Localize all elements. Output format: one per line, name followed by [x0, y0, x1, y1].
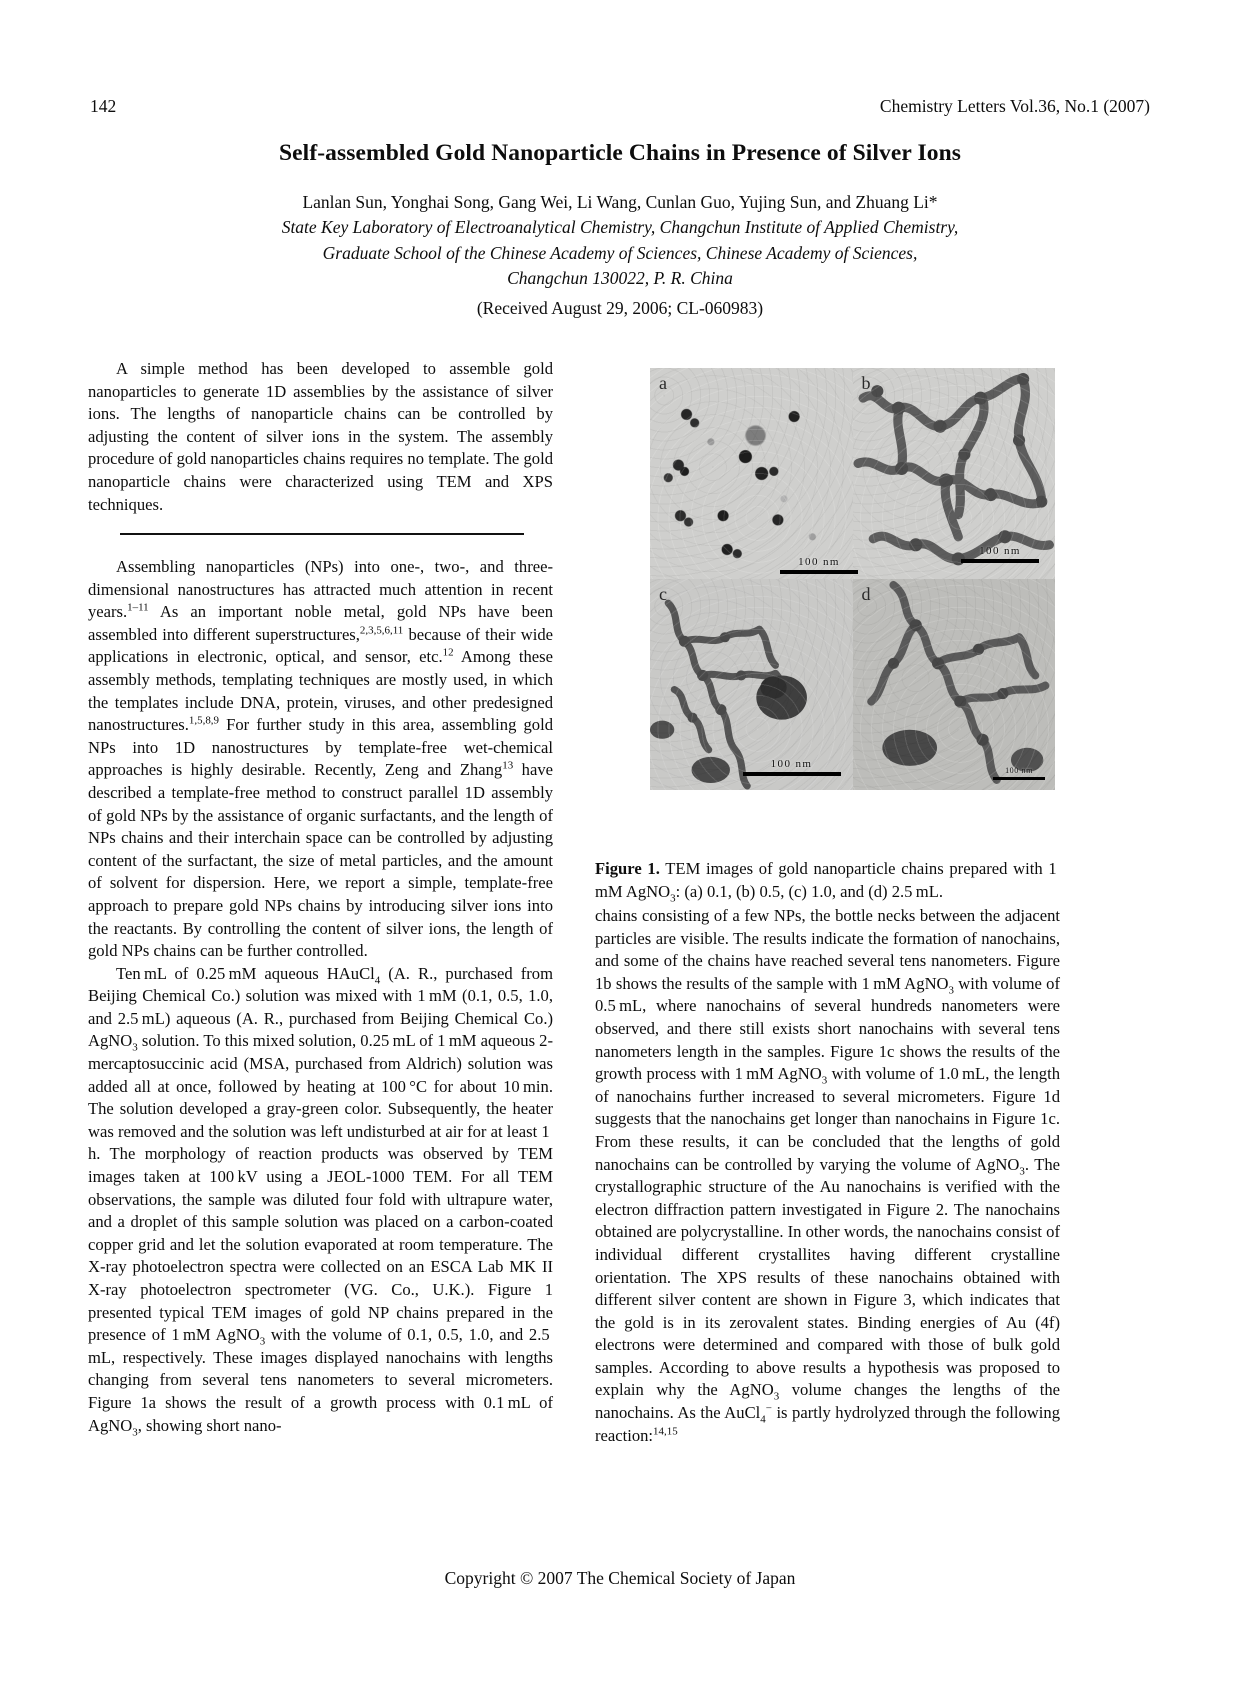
figure-panel-grid: [650, 368, 1055, 790]
scale-bar-a: [780, 556, 858, 574]
figure-panel-a: [650, 368, 853, 579]
panel-d-chains: [853, 579, 1056, 790]
scale-bar-d-line: [993, 777, 1045, 780]
running-head: [90, 96, 1150, 120]
panel-c-label: c: [659, 584, 667, 604]
panel-b-label: b: [861, 373, 871, 393]
figure-caption-label: Figure 1.: [595, 859, 660, 878]
paragraph-experimental: Ten mL of 0.25 mM aqueous HAuCl$_4$ (A. R., purchased from Beijing Chemical Co.) solution was mixed with 1 mM (0.1, 0.5, 1.0, and 2.5 mL) aqueous (A. R., purchased from Beijing Chemical Co.) AgNO$_3$ solution. To this mixed solution, 0.25 mL of 1 mM aqueous 2-mercaptosuccinic acid (MSA, purchased from Aldrich) solution was added all at once, followed by heating at 100 °C for about 10 min. The solution developed a gray-green color. Subsequently, the heater was removed and the solution was left undisturbed at air for at least 1 h. The morphology of reaction products was observed by TEM images taken at 100 kV using a JEOL-1000 TEM. For all TEM observations, the sample was diluted four fold with ultrapure water, and a droplet of this sample solution was placed on a carbon-coated copper grid and let the solution evaporated at room temperature. The X-ray photoelectron spectra were collected on an ESCA Lab MK II X-ray photoelectron spectrometer (VG. Co., U.K.). Figure 1 presented typical TEM images of gold NP chains prepared in the presence of 1 mM AgNO$_3$ with the volume of 0.1, 0.5, 1.0, and 2.5 mL, respectively. These images displayed nanochains with lengths changing from several tens nanometers to several micrometers. Figure 1a shows the result of a growth process with 0.1 mL of AgNO$_3$, showing short nano-: [88, 963, 553, 1438]
scale-bar-a-line: [780, 570, 858, 574]
body-column-right: [595, 905, 1060, 1447]
author-list: Lanlan Sun, Yonghai Song, Gang Wei, Li Wang, Cunlan Guo, Yujing Sun, and Zhuang Li*: [302, 192, 938, 212]
scale-bar-d: [993, 766, 1045, 780]
panel-d-label: d: [861, 584, 871, 604]
figure-caption-text: TEM images of gold nanoparticle chains prepared with 1 mM AgNO$_3$: (a) 0.1, (b) 0.5, (c) 1.0, and (d) 2.5 mL.: [595, 859, 1060, 904]
panel-a-label: a: [659, 373, 667, 393]
page-number: 142: [90, 96, 117, 116]
abstract: [88, 358, 553, 516]
scale-bar-c: [743, 758, 841, 776]
affiliation-block: [120, 215, 1120, 292]
scale-bar-b-line: [961, 559, 1039, 563]
paragraph-intro: Assembling nanoparticles (NPs) into one-, two-, and three-dimensional nanostructures has attracted much attention in recent years.$^{1-11}$ As an important noble metal, gold NPs have been assembled into different superstructures,$^{2,3,5,6,11}$ because of their wide applications in electronic, optical, and sensor, etc.$^{12}$ Among these assembly methods, templating techniques are mostly used, in which the templates include DNA, protein, viruses, and other predesigned nanostructures.$^{1,5,8,9}$ For further study in this area, assembling gold NPs into 1D nanostructures by template-free wet-chemical approaches is highly desirable. Recently, Zeng and Zhang$^{13}$ have described a template-free method to construct parallel 1D assembly of gold NPs by the assistance of organic surfactants, and the length of NPs chains and their interchain space can be controlled by adjusting content of the surfactant, the size of metal particles, and the amount of solvent for dispersion. Here, we report a simple, template-free approach to prepare gold NPs chains by introducing silver ions into the reactants. By controlling the content of silver ions, the length of gold NPs chains can be further controlled.: [88, 557, 554, 961]
affiliation-line-2: Graduate School of the Chinese Academy of Sciences, Chinese Academy of Sciences,: [322, 242, 918, 263]
body-column-left: [88, 556, 553, 1437]
figure-panel-b: [853, 368, 1056, 579]
affiliation-line-1: State Key Laboratory of Electroanalytical Chemistry, Changchun Institute of Applied Chemistry,: [281, 217, 959, 237]
scale-bar-b: [961, 545, 1039, 563]
figure-1-caption: [595, 858, 1060, 903]
scale-bar-c-text: 100 nm: [770, 758, 813, 770]
figure-panel-d: [853, 579, 1056, 790]
scale-bar-d-text: 100 nm: [1005, 766, 1033, 775]
journal-reference: Chemistry Letters Vol.36, No.1 (2007): [879, 96, 1150, 116]
scale-bar-c-line: [743, 772, 841, 776]
scale-bar-b-text: 100 nm: [979, 545, 1021, 557]
scale-bar-a-text: 100 nm: [798, 556, 840, 568]
affiliation-line-3: Changchun 130022, P. R. China: [507, 268, 733, 288]
abstract-divider-rule: [120, 533, 524, 535]
copyright-footer: Copyright © 2007 The Chemical Society of Japan: [444, 1568, 796, 1588]
abstract-text: A simple method has been developed to assemble gold nanoparticles to generate 1D assemblies by the assistance of silver ions. The lengths of nanoparticle chains can be controlled by adjusting the content of silver ions in the system. The assembly procedure of gold nanoparticles chains requires no template. The gold nanoparticle chains were characterized using TEM and XPS techniques.: [88, 359, 553, 514]
panel-a-noise: [650, 368, 853, 579]
figure-1-image: [650, 368, 1055, 790]
article-title: Self-assembled Gold Nanoparticle Chains in Presence of Silver Ions: [278, 140, 962, 166]
figure-panel-c: [650, 579, 853, 790]
paragraph-results: chains consisting of a few NPs, the bottle necks between the adjacent particles are visible. The results indicate the formation of nanochains, and some of the chains have reached several tens nanometers. Figure 1b shows the results of the sample with 1 mM AgNO$_3$ with volume of 0.5 mL, where nanochains of several hundreds nanometers were observed, and there still exists short nanochains with several tens nanometers length in the samples. Figure 1c shows the results of the growth process with 1 mM AgNO$_3$ with volume of 1.0 mL, the length of nanochains further increased to several micrometers. Figure 1d suggests that the nanochains get longer than nanochains in Figure 1c. From these results, it can be concluded that the lengths of gold nanochains can be controlled by varying the volume of AgNO$_3$. The crystallographic structure of the Au nanochains is verified with the electron diffraction pattern investigated in Figure 2. The nanochains obtained are polycrystalline. In other words, the nanochains consist of individual different crystallites having different crystalline orientation. The XPS results of these nanochains obtained with different silver content are shown in Figure 3, which indicates that the gold is in its zerovalent states. Binding energies of Au (4f) electrons were determined and compared with those of bulk gold samples. According to above results a hypothesis was proposed to explain why the AgNO$_3$ volume changes the lengths of the nanochains. As the AuCl$_4$− is partly hydrolyzed through the following reaction:$^{14,15}$: [595, 906, 1060, 1445]
received-date: (Received August 29, 2006; CL-060983): [476, 298, 764, 318]
